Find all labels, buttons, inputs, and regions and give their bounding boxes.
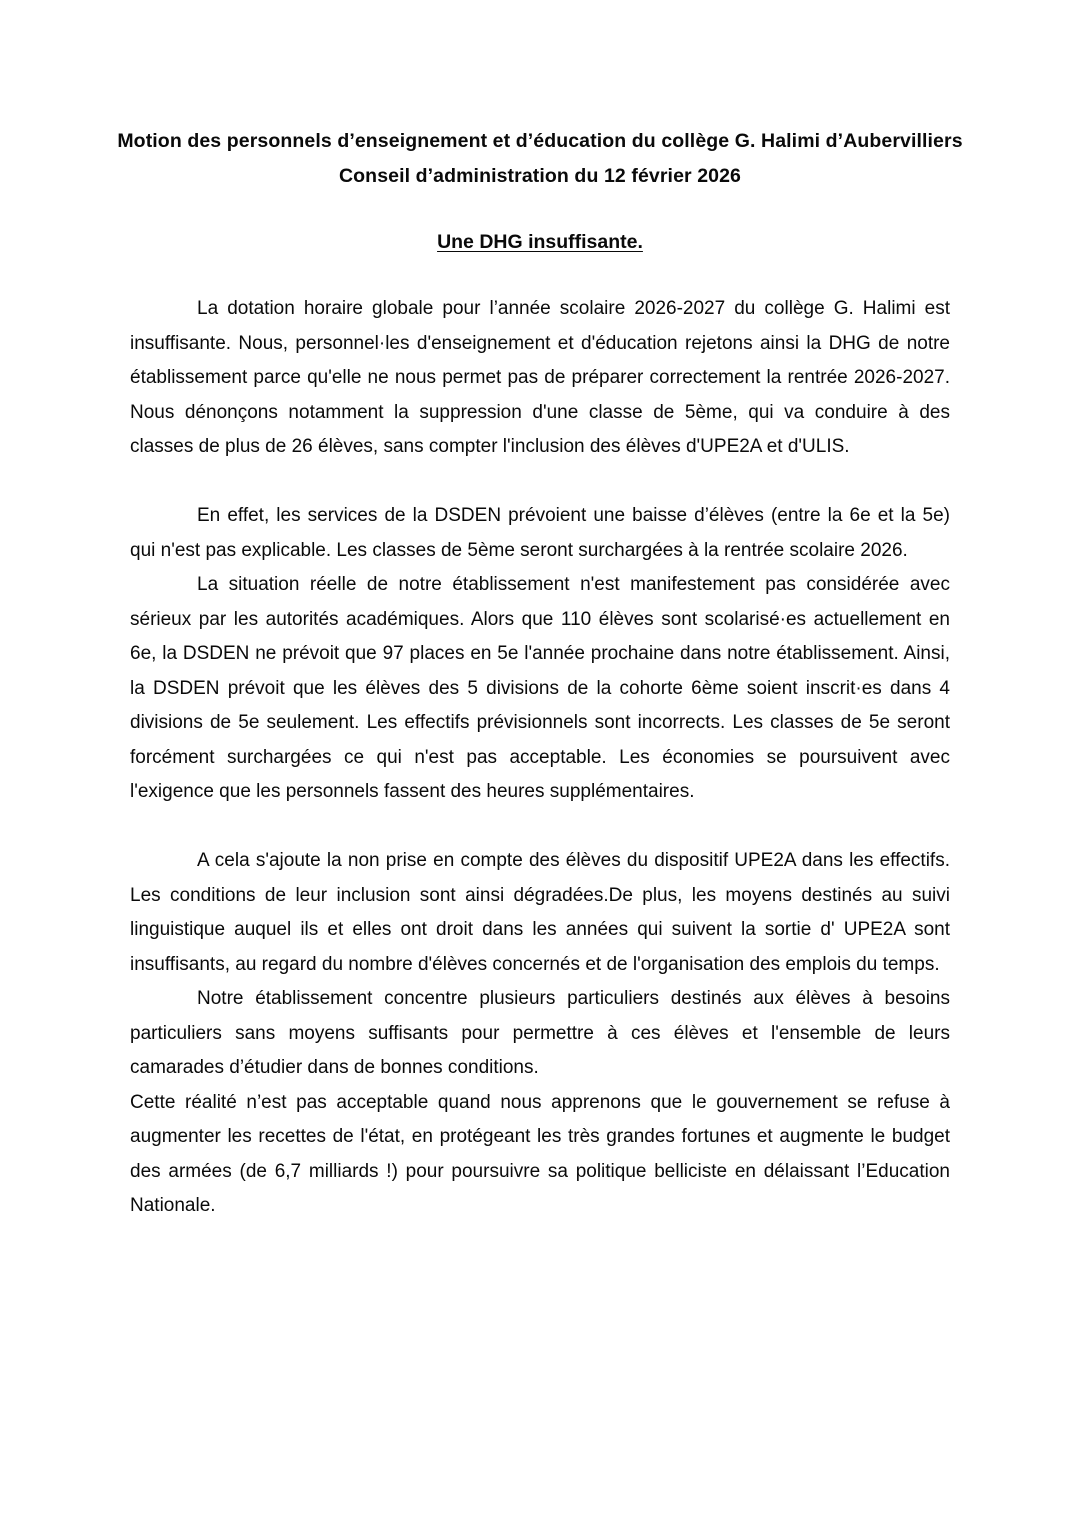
paragraph-etablissement-concentre: Notre établissement concentre plusieurs particuliers destinés aux élèves à besoins particuliers sans moyens suffisants pour permettre à ces élèves et l'ensemble de leurs camarades d’étudier dans de bonnes conditions. (130, 988, 950, 1078)
document-title-line-1: Motion des personnels d’enseignement et d’éducation du collège G. Halimi d’Aubervilliers (117, 130, 963, 152)
document-title-line-2: Conseil d’administration du 12 février 2026 (338, 165, 741, 187)
paragraph-dhg-insuffisante: La dotation horaire globale pour l’année scolaire 2026-2027 du collège G. Halimi est insuffisante. Nous, personnel·les d'enseignement et d'éducation rejetons ainsi la DHG de notre établissement parce qu'elle ne nous permet pas de préparer correctement la rentrée 2026-2027. Nous dénonçons notamment la suppression d'une classe de 5ème, qui va conduire à des classes de plus de 26 élèves, sans compter l'inclusion des élèves d'UPE2A et d'ULIS. (130, 298, 950, 457)
paragraph-dsden-baisse-eleves: En effet, les services de la DSDEN prévoient une baisse d’élèves (entre la 6e et la 5e) qui n'est pas explicable. Les classes de 5ème seront surchargées à la rentrée scolaire 2026. (130, 505, 950, 561)
section-heading: Une DHG insuffisante. (437, 231, 643, 253)
paragraph-cette-realite: Cette réalité n’est pas acceptable quand nous apprenons que le gouvernement se refuse à augmenter les recettes de l'état, en protégeant les très grandes fortunes et augmente le budget des armées (de 6,7 milliards !) pour poursuivre sa politique belliciste en délaissant l’Education Nationale. (130, 1091, 950, 1216)
paragraph-upe2a-effectifs: A cela s'ajoute la non prise en compte des élèves du dispositif UPE2A dans les effectifs. Les conditions de leur inclusion sont ainsi dégradées.De plus, les moyens destinés au suivi linguistique auquel ils et elles ont droit dans les années qui suivent la sortie d' UPE2A sont insuffisants, au regard du nombre d'élèves concernés et de l'organisation des emplois du temps. (130, 850, 950, 975)
paragraph-situation-reelle: La situation réelle de notre établissement n'est manifestement pas considérée avec sérieux par les autorités académiques. Alors que 110 élèves sont scolarisé·es actuellement en 6e, la DSDEN ne prévoit que 97 places en 5e l'année prochaine dans notre établissement. Ainsi, la DSDEN prévoit que les élèves des 5 divisions de la cohorte 6ème soient inscrit·es dans 4 divisions de 5e seulement. Les effectifs prévisionnels sont incorrects. Les classes de 5e seront forcément surchargées ce qui n'est pas acceptable. Les économies se poursuivent avec l'exigence que les personnels fassent des heures supplémentaires. (130, 574, 950, 802)
document-header (0, 124, 1080, 194)
section-heading-row (0, 231, 1080, 254)
document-body (130, 292, 950, 1224)
